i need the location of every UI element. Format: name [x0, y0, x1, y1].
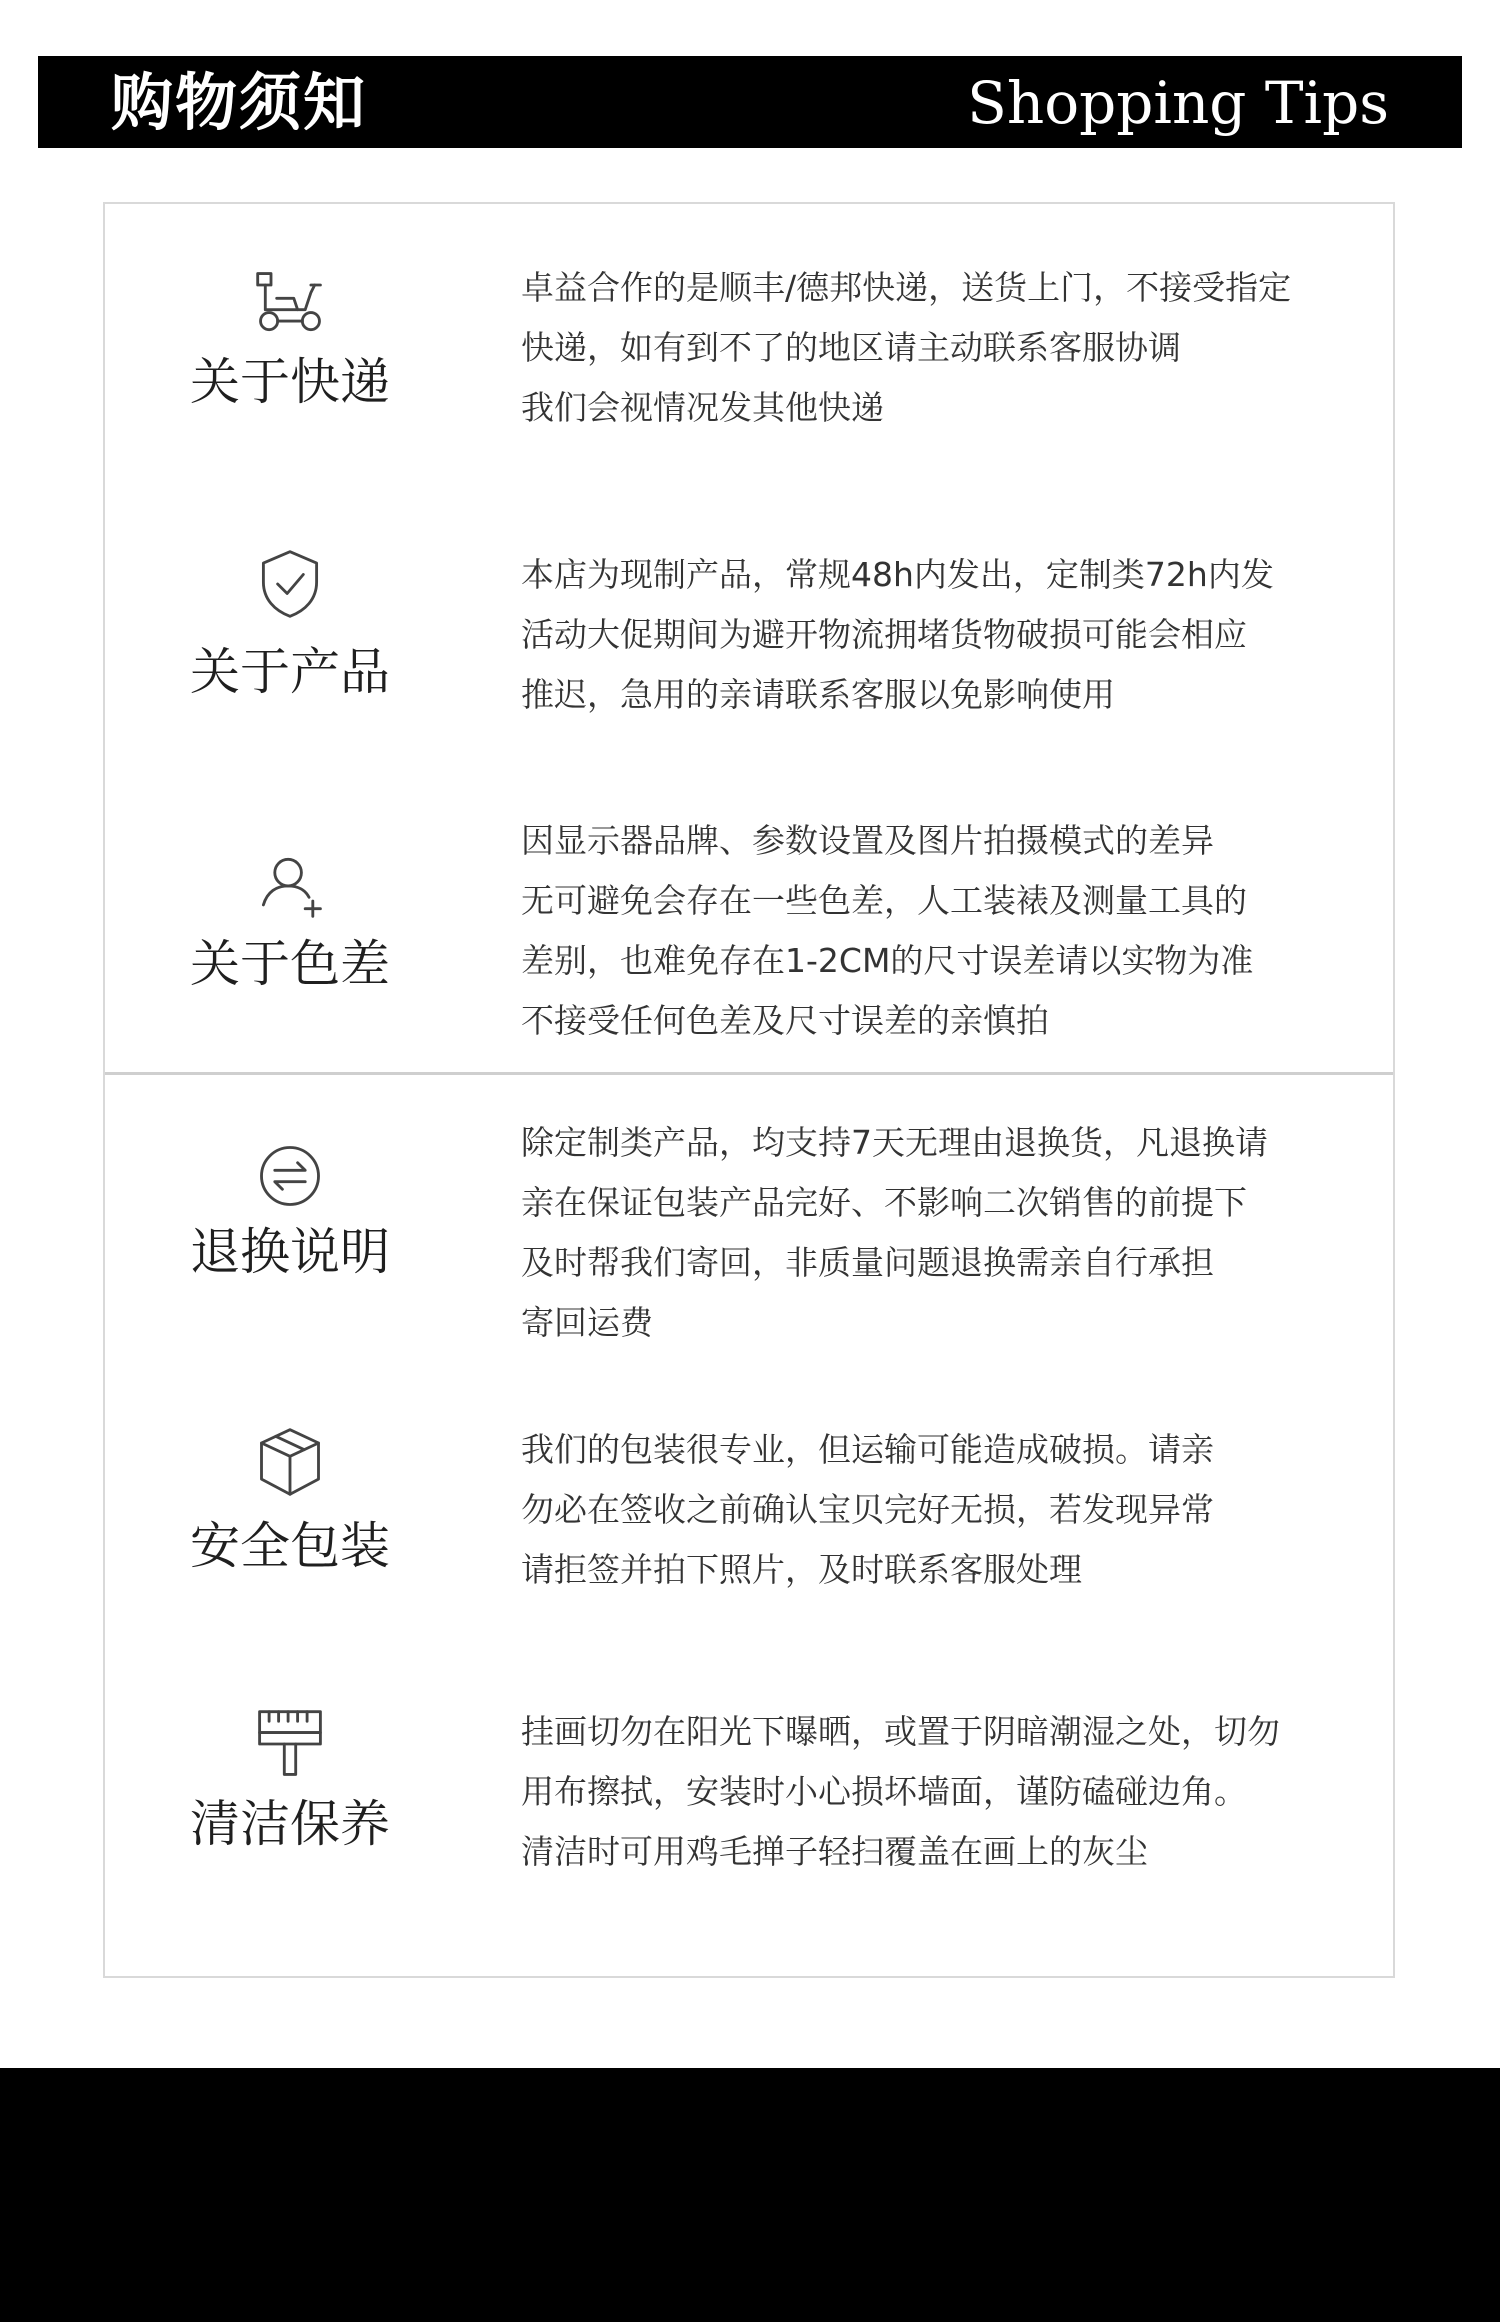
description-line: 卓益合作的是顺丰/德邦快递，送货上门，不接受指定	[521, 268, 1292, 307]
section-description	[521, 811, 1361, 1051]
description-line: 不接受任何色差及尺寸误差的亲慎拍	[521, 1001, 1049, 1040]
section-title: 清洁保养	[190, 1795, 390, 1853]
package-box-icon	[245, 1422, 335, 1502]
section-title: 关于色差	[190, 935, 390, 993]
page-title-cn: 购物须知	[111, 66, 368, 139]
description-line: 清洁时可用鸡毛掸子轻扫覆盖在画上的灰尘	[521, 1832, 1148, 1871]
section-description	[521, 545, 1361, 725]
description-line: 勿必在签收之前确认宝贝完好无损，若发现异常	[521, 1490, 1214, 1529]
description-line: 我们会视情况发其他快递	[521, 388, 884, 427]
description-line: 本店为现制产品，常规48h内发出，定制类72h内发	[521, 555, 1274, 594]
section-title: 关于快递	[190, 353, 390, 411]
description-line: 及时帮我们寄回，非质量问题退换需亲自行承担	[521, 1243, 1214, 1282]
description-line: 除定制类产品，均支持7天无理由退换货，凡退换请	[521, 1123, 1268, 1162]
description-line: 活动大促期间为避开物流拥堵货物破损可能会相应	[521, 615, 1247, 654]
description-line: 用布擦拭，安装时小心损坏墙面，谨防磕碰边角。	[521, 1772, 1247, 1811]
user-plus-icon	[245, 844, 335, 924]
section-description	[521, 1113, 1361, 1353]
description-line: 推迟，急用的亲请联系客服以免影响使用	[521, 675, 1115, 714]
section-divider	[105, 1072, 1393, 1075]
section-description	[521, 1702, 1361, 1882]
tips-card	[103, 202, 1395, 1978]
section-title: 安全包装	[190, 1517, 390, 1575]
description-line: 挂画切勿在阳光下曝晒，或置于阴暗潮湿之处，切勿	[521, 1712, 1280, 1751]
description-line: 亲在保证包装产品完好、不影响二次销售的前提下	[521, 1183, 1247, 1222]
description-line: 寄回运费	[521, 1303, 653, 1342]
description-line: 我们的包装很专业，但运输可能造成破损。请亲	[521, 1430, 1214, 1469]
page-title-en: Shopping Tips	[967, 69, 1389, 137]
description-line: 无可避免会存在一些色差，人工装裱及测量工具的	[521, 881, 1247, 920]
footer-bar	[0, 2068, 1500, 2322]
description-line: 请拒签并拍下照片，及时联系客服处理	[521, 1550, 1082, 1589]
page-header	[38, 56, 1462, 148]
exchange-circle-icon	[245, 1136, 335, 1216]
section-description	[521, 1420, 1361, 1600]
section-title: 退换说明	[190, 1223, 390, 1281]
description-line: 快递，如有到不了的地区请主动联系客服协调	[521, 328, 1181, 367]
paint-brush-icon	[245, 1704, 335, 1784]
description-line: 差别，也难免存在1-2CM的尺寸误差请以实物为准	[521, 941, 1254, 980]
description-line: 因显示器品牌、参数设置及图片拍摄模式的差异	[521, 821, 1214, 860]
shield-check-icon	[245, 544, 335, 624]
section-title: 关于产品	[190, 643, 390, 701]
section-description	[521, 258, 1361, 438]
delivery-scooter-icon	[245, 264, 335, 344]
